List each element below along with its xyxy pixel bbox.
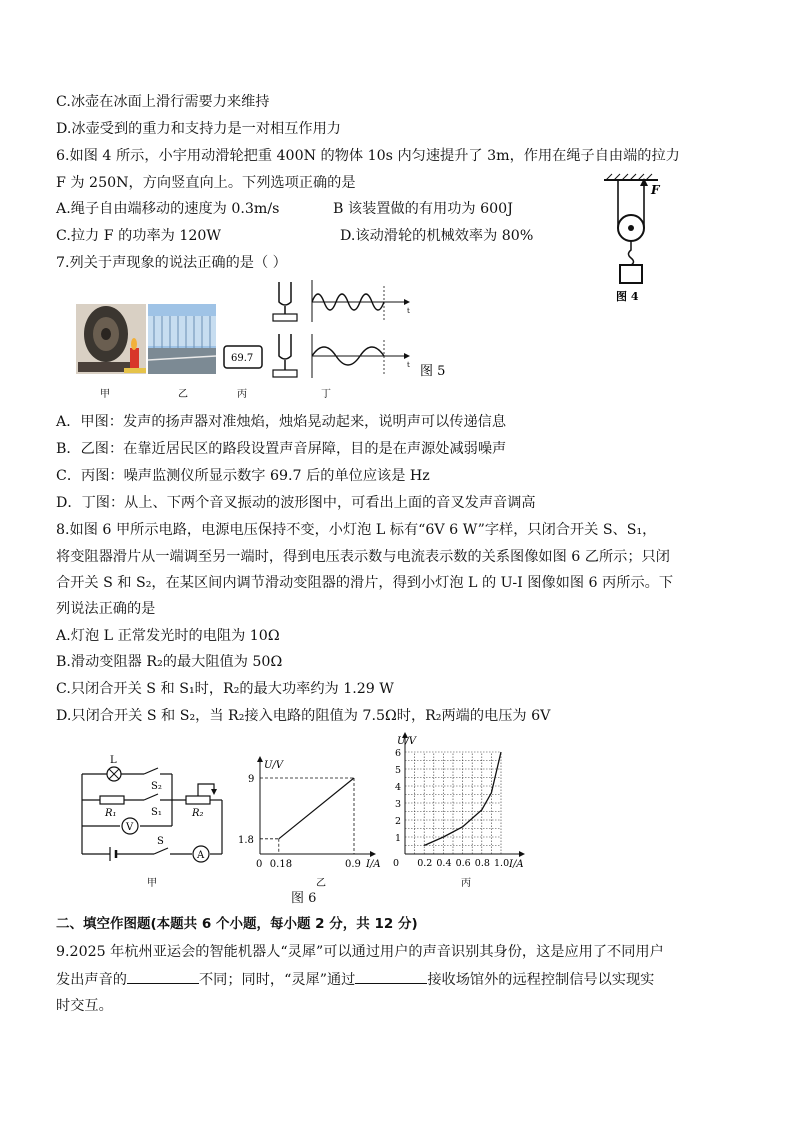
- panel-ding-tuning-forks: [273, 280, 410, 378]
- panel-label-yi: 乙: [178, 389, 188, 400]
- series-line: [279, 778, 354, 839]
- noise-meter-reading: 69.7: [231, 353, 254, 364]
- q8-option-c: C.只闭合开关 S 和 S₁时，R₂的最大功率约为 1.29 W: [56, 681, 394, 697]
- x-tick-label: 0.4: [436, 858, 452, 869]
- figure-6-chart-bing: [385, 724, 535, 892]
- panel-bing-noise-meter: [224, 346, 262, 368]
- q6-stem-line-2: F 为 250N，方向竖直向上。下列选项正确的是: [56, 175, 356, 191]
- label-A: A: [197, 850, 205, 861]
- x-axis-arrow: [370, 851, 376, 857]
- y-tick-label: 1: [395, 833, 402, 844]
- q9-line-3: 时交互。: [56, 998, 113, 1014]
- q9-line-2: [56, 969, 654, 990]
- q7-option-d: D．丁图：从上、下两个音叉振动的波形图中，可看出上面的音叉发声音调高: [56, 495, 536, 511]
- figure-5: [74, 276, 474, 401]
- q9-line-1: 9.2025 年杭州亚运会的智能机器人“灵犀”可以通过用户的声音识别其身份，这是应用了不同用户: [56, 944, 664, 960]
- q9-text-b: 不同；同时，“灵犀”通过: [198, 972, 356, 988]
- resistor-r1: [100, 796, 124, 804]
- figure-6-panel-bing: 丙: [461, 878, 471, 889]
- y-axis-arrow: [257, 756, 263, 762]
- q6-stem-line-1: 6.如图 4 所示，小宇用动滑轮把重 400N 的物体 10s 内匀速提升了 3m，作用在绳子自由端的拉力: [56, 148, 680, 164]
- x-axis-arrow: [519, 851, 525, 857]
- y-tick-label: 1.8: [238, 834, 254, 846]
- y-tick-label: 2: [395, 816, 402, 827]
- x-tick-label: 0.2: [417, 858, 433, 869]
- panel-jia-speaker-candle: [76, 304, 146, 374]
- y-axis-label: U/V: [264, 760, 284, 771]
- x-axis-label: I/A: [509, 859, 524, 870]
- x-tick-label: 0: [393, 858, 400, 869]
- figure-5-caption: 图 5: [420, 364, 446, 379]
- q6-option-d: D.该动滑轮的机械效率为 80%: [340, 228, 534, 244]
- x-tick-label: 1.0: [494, 858, 510, 869]
- label-L: L: [110, 755, 117, 766]
- rheostat-r2: [186, 796, 210, 804]
- panel-label-jia: 甲: [100, 389, 110, 400]
- figure-6-circuit: [74, 752, 234, 892]
- x-axis-label: I/A: [366, 859, 381, 870]
- figure-4-pulley: [598, 170, 678, 305]
- q8-stem-line-2: 将变阻器滑片从一端调至另一端时，得到电压表示数与电流表示数的关系图像如图 6 乙所示；只闭: [56, 549, 670, 565]
- q8-stem-line-4: 列说法正确的是: [56, 601, 156, 617]
- y-tick-label: 6: [395, 748, 402, 759]
- label-S1: S₁: [151, 807, 162, 818]
- pulley-hook: [629, 241, 634, 265]
- q8-stem-line-3: 合开关 S 和 S₂，在某区间内调节滑动变阻器的滑片，得到小灯泡 L 的 U-I 图像如图 6 丙所示。下: [56, 575, 674, 591]
- q8-stem-line-1: 8.如图 6 甲所示电路，电源电压保持不变，小灯泡 L 标有“6V 6 W”字样，只闭合开关 S、S₁，: [56, 522, 657, 538]
- q7-option-b: B．乙图：在靠近居民区的路段设置声音屏障，目的是在声源处减弱噪声: [56, 441, 507, 457]
- ceiling-support: [604, 174, 658, 180]
- q7-option-c: C．丙图：噪声监测仪所显示数字 69.7 后的单位应该是 Hz: [56, 468, 430, 484]
- q9-text-a: 发出声音的: [56, 972, 127, 988]
- q6-option-c: C.拉力 F 的功率为 120W: [56, 228, 222, 244]
- q9-blank-1[interactable]: [127, 969, 199, 984]
- label-R2: R₂: [192, 808, 204, 819]
- figure-6-chart-yi: [234, 752, 384, 892]
- y-tick-label: 4: [395, 782, 402, 793]
- q7-option-a: A．甲图：发声的扬声器对准烛焰，烛焰晃动起来，说明声可以传递信息: [56, 414, 507, 430]
- x-tick-label: 0.9: [345, 859, 361, 870]
- q8-option-a: A.灯泡 L 正常发光时的电阻为 10Ω: [56, 628, 280, 644]
- figure-6-panel-jia: 甲: [147, 878, 157, 889]
- figure-6-caption: 图 6: [291, 891, 317, 906]
- y-tick-label: 9: [248, 774, 255, 785]
- force-label: F: [651, 183, 660, 197]
- y-axis-label: U/V: [397, 736, 417, 747]
- q7-stem: 7.列关于声现象的说法正确的是（ ）: [56, 255, 287, 271]
- panel-label-bing: 丙: [237, 389, 247, 400]
- q9-blank-2[interactable]: [355, 969, 427, 984]
- battery-icon: [110, 847, 116, 861]
- svg-text:t: t: [407, 307, 410, 315]
- q8-option-b: B.滑动变阻器 R₂的最大阻值为 50Ω: [56, 654, 283, 670]
- q6-option-b: B 该装置做的有用功为 600J: [333, 201, 513, 217]
- panel-yi-sound-barrier: [148, 304, 216, 374]
- y-tick-label: 5: [395, 765, 402, 776]
- lamp-icon: [107, 767, 121, 781]
- x-tick-label: 0.18: [269, 859, 293, 870]
- figure-4-caption: 图 4: [616, 290, 639, 303]
- y-tick-label: 3: [395, 799, 402, 810]
- label-S: S: [157, 836, 164, 847]
- x-tick-label: 0: [256, 859, 263, 870]
- panel-label-ding: 丁: [321, 389, 331, 400]
- load-block: [620, 265, 642, 283]
- q5-option-d: D.冰壶受到的重力和支持力是一对相互作用力: [56, 121, 341, 137]
- section-2-title: 二、填空作图题(本题共 6 个小题，每小题 2 分，共 12 分): [56, 916, 418, 932]
- q6-option-a: A.绳子自由端移动的速度为 0.3m/s: [56, 201, 280, 217]
- figure-6-panel-yi: 乙: [316, 878, 326, 889]
- q9-text-c: 接收场馆外的远程控制信号以实现实: [427, 972, 655, 988]
- x-tick-label: 0.8: [474, 858, 490, 869]
- pulley-axle: [628, 225, 634, 231]
- label-R1: R₁: [105, 808, 117, 819]
- q5-option-c: C.冰壶在冰面上滑行需要力来维持: [56, 94, 270, 110]
- q8-option-d: D.只闭合开关 S 和 S₂，当 R₂接入电路的阻值为 7.5Ω时，R₂两端的电压为 6V: [56, 708, 551, 724]
- label-S2: S₂: [151, 781, 162, 792]
- svg-text:t: t: [407, 361, 410, 369]
- x-tick-label: 0.6: [455, 858, 471, 869]
- label-V: V: [126, 822, 134, 833]
